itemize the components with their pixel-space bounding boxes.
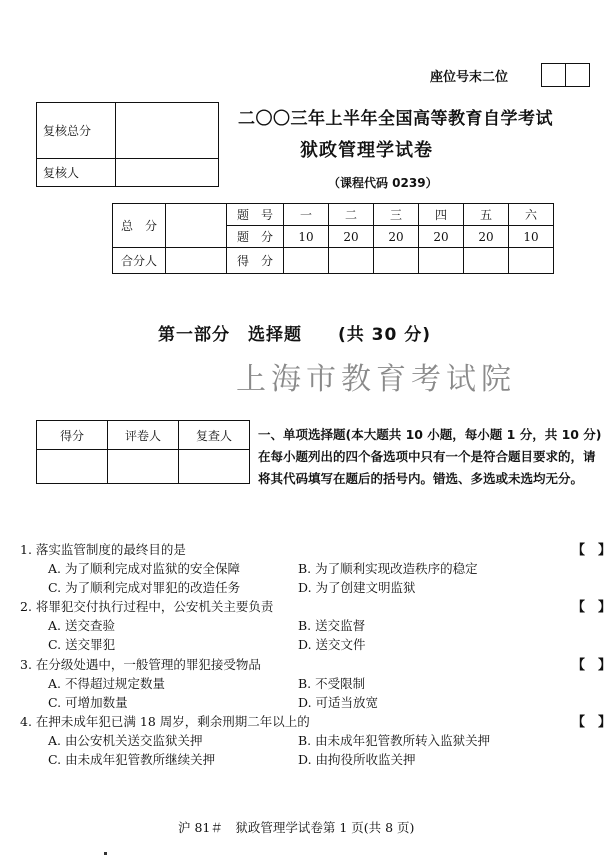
- grader-cell[interactable]: [108, 450, 179, 484]
- answer-bracket-3[interactable]: 【 】: [572, 658, 612, 673]
- points-value: 20: [464, 226, 509, 248]
- combiner-cell[interactable]: [166, 248, 227, 274]
- grader-table: [36, 420, 250, 484]
- q3-option-d[interactable]: D. 可适当放宽: [298, 695, 379, 710]
- q1-option-b[interactable]: B. 为了顺利实现改造秩序的稳定: [298, 561, 478, 576]
- q2-option-b[interactable]: B. 送交监督: [298, 618, 366, 633]
- exam-title: 二〇〇三年上半年全国高等教育自学考试: [238, 109, 553, 129]
- question-no-header: 五: [464, 204, 509, 226]
- score-cell[interactable]: [37, 450, 108, 484]
- combiner-label: 合分人: [113, 248, 166, 274]
- checker-cell[interactable]: [179, 450, 250, 484]
- q1-option-d[interactable]: D. 为了创建文明监狱: [298, 580, 416, 595]
- part-title: 第一部分 选择题 (共 30 分): [158, 325, 432, 345]
- q3-option-c[interactable]: C. 可增加数量: [48, 695, 128, 710]
- seat-digit-box[interactable]: [542, 64, 566, 87]
- total-score-label: 总 分: [113, 204, 166, 248]
- q2-option-c[interactable]: C. 送交罪犯: [48, 637, 116, 652]
- q2-option-a[interactable]: A. 送交查验: [48, 618, 115, 633]
- reviewer-cell[interactable]: [116, 159, 219, 187]
- scored-cell[interactable]: [509, 248, 554, 274]
- scored-cell[interactable]: [464, 248, 509, 274]
- q1-option-c[interactable]: C. 为了顺利完成对罪犯的改造任务: [48, 580, 241, 595]
- q3-option-b[interactable]: B. 不受限制: [298, 676, 366, 691]
- course-code: （课程代码 0239）: [328, 176, 438, 190]
- score-table: [112, 203, 554, 274]
- answer-bracket-2[interactable]: 【 】: [572, 600, 612, 615]
- points-label: 题 分: [227, 226, 284, 248]
- points-value: 10: [284, 226, 329, 248]
- q4-option-a[interactable]: A. 由公安机关送交监狱关押: [48, 733, 203, 748]
- q1-option-a[interactable]: A. 为了顺利完成对监狱的安全保障: [48, 561, 240, 576]
- question-no-header: 四: [419, 204, 464, 226]
- checker-header: 复查人: [179, 421, 250, 450]
- question-no-header: 三: [374, 204, 419, 226]
- seat-number-label: 座位号末二位: [430, 70, 509, 85]
- section-instructions: 一、单项选择题(本大题共 10 小题，每小题 1 分，共 10 分)在每小题列出的四个备选项中只有一个是符合题目要求的，请将其代码填写在题后的括号内。错选、多选或未选均无分。: [258, 427, 602, 486]
- q2-option-d[interactable]: D. 送交文件: [298, 637, 366, 652]
- question-4-stem: 4. 在押未成年犯已满 18 周岁，剩余刑期二年以上的: [20, 714, 310, 729]
- answer-bracket-4[interactable]: 【 】: [572, 715, 612, 730]
- question-1-stem: 1. 落实监管制度的最终目的是: [20, 542, 186, 557]
- review-total-cell[interactable]: [116, 103, 219, 159]
- grader-header: 评卷人: [108, 421, 179, 450]
- review-table: [36, 102, 219, 187]
- question-no-label: 题 号: [227, 204, 284, 226]
- question-no-header: 二: [329, 204, 374, 226]
- points-value: 20: [419, 226, 464, 248]
- watermark: 上海市教育考试院: [236, 362, 516, 397]
- paper-title: 狱政管理学试卷: [300, 140, 433, 161]
- points-value: 10: [509, 226, 554, 248]
- scan-speck: [104, 852, 107, 855]
- scored-label: 得 分: [227, 248, 284, 274]
- q4-option-b[interactable]: B. 由未成年犯管教所转入监狱关押: [298, 733, 491, 748]
- points-value: 20: [329, 226, 374, 248]
- answer-bracket-1[interactable]: 【 】: [572, 543, 612, 558]
- scored-cell[interactable]: [374, 248, 419, 274]
- q4-option-c[interactable]: C. 由未成年犯管教所继续关押: [48, 752, 216, 767]
- seat-number-boxes: [541, 63, 590, 87]
- question-no-header: 六: [509, 204, 554, 226]
- q4-option-d[interactable]: D. 由拘役所收监关押: [298, 752, 416, 767]
- page-footer: 沪 81＃ 狱政管理学试卷第 1 页(共 8 页): [178, 820, 415, 835]
- review-total-label: 复核总分: [37, 103, 116, 159]
- scored-cell[interactable]: [419, 248, 464, 274]
- scored-cell[interactable]: [329, 248, 374, 274]
- question-no-header: 一: [284, 204, 329, 226]
- seat-digit-box[interactable]: [566, 64, 590, 87]
- question-3-stem: 3. 在分级处遇中，一般管理的罪犯接受物品: [20, 657, 261, 672]
- total-score-cell[interactable]: [166, 204, 227, 248]
- scored-cell[interactable]: [284, 248, 329, 274]
- reviewer-label: 复核人: [37, 159, 116, 187]
- q3-option-a[interactable]: A. 不得超过规定数量: [48, 676, 165, 691]
- points-value: 20: [374, 226, 419, 248]
- score-header: 得分: [37, 421, 108, 450]
- question-2-stem: 2. 将罪犯交付执行过程中，公安机关主要负责: [20, 599, 274, 614]
